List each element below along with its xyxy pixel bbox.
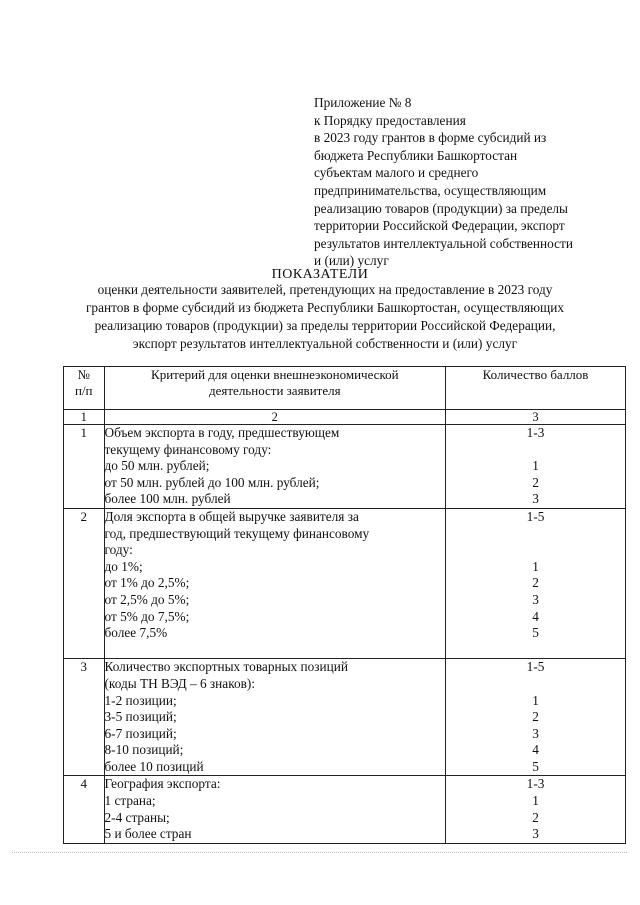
score-line: [446, 642, 625, 659]
score-line: 1-5: [526, 508, 545, 524]
score-line: 1-3: [526, 425, 545, 440]
score-line: 1-3: [526, 776, 545, 792]
score-line: 3: [532, 491, 539, 507]
score-line: 1: [532, 692, 539, 708]
header-criterion-line: Критерий для оценки внешнеэкономической: [151, 367, 399, 382]
header-criterion: [104, 367, 446, 410]
criterion-line: 2-4 страны;: [104, 809, 170, 825]
row-score: [446, 425, 626, 509]
document-title: ПОКАЗАТЕЛИ: [271, 267, 369, 282]
appendix-line: Приложение № 8: [314, 95, 412, 110]
criterion-line: 3-5 позиций;: [104, 709, 177, 725]
row-criterion: [104, 425, 446, 509]
appendix-line: реализацию товаров (продукции) за пределы: [314, 200, 568, 216]
table-row: [64, 425, 626, 509]
column-index-cell: 2: [104, 410, 446, 425]
header-num: [64, 367, 105, 410]
criterion-line: до 50 млн. рублей;: [104, 458, 210, 474]
score-line: 2: [532, 575, 539, 591]
header-score: Количество баллов: [446, 367, 626, 410]
score-line: 3: [532, 826, 539, 842]
appendix-note: [314, 94, 614, 270]
criterion-line: 1-2 позиции;: [104, 692, 177, 708]
criterion-line: от 5% до 7,5%;: [104, 608, 190, 624]
criterion-line: Количество экспортных товарных позиций: [104, 659, 348, 675]
score-line: 2: [532, 709, 539, 725]
score-line: 3: [532, 591, 539, 607]
score-line: [446, 676, 625, 693]
criterion-line: от 50 млн. рублей до 100 млн. рублей;: [104, 474, 320, 490]
table-row: [64, 659, 626, 776]
column-index-row: [64, 410, 626, 425]
criterion-line: более 10 позиций: [104, 758, 204, 774]
criterion-line: текущему финансовому году:: [104, 441, 272, 457]
column-index-cell: 1: [64, 410, 105, 425]
row-number: 4: [64, 776, 105, 843]
criterion-line: более 7,5%: [104, 625, 168, 641]
criterion-line: до 1%;: [104, 558, 143, 574]
row-score: [446, 659, 626, 776]
subtitle-line: грантов в форме субсидий из бюджета Республики Башкортостан, осуществляющих: [85, 300, 565, 315]
criterion-line: более 100 млн. рублей: [104, 491, 231, 507]
score-line: 4: [532, 742, 539, 758]
table-row: [64, 776, 626, 843]
appendix-line: бюджета Республики Башкортостан: [314, 147, 518, 163]
criterion-line: 1 страна;: [104, 793, 156, 809]
document-subtitle: [60, 281, 590, 353]
criterion-line: 8-10 позиций;: [104, 742, 184, 758]
row-number: 1: [64, 425, 105, 509]
score-line: 5: [532, 758, 539, 774]
criterion-line: (коды ТН ВЭД – 6 знаков):: [104, 675, 256, 691]
criterion-line: году:: [104, 542, 133, 558]
appendix-line: субъектам малого и среднего: [314, 165, 479, 181]
table-header-row: [64, 367, 626, 410]
criterion-line: год, предшествующий текущему финансовому: [104, 525, 370, 541]
score-line: 1-5: [526, 659, 545, 675]
page-bottom-dotted-line: [12, 852, 627, 853]
header-num-line: п/п: [74, 383, 93, 398]
score-line: 2: [532, 474, 539, 490]
appendix-line: к Порядку предоставления: [314, 112, 466, 128]
appendix-line: в 2023 году грантов в форме субсидий из: [314, 130, 547, 146]
subtitle-line: реализацию товаров (продукции) за пределы территории Российской Федерации,: [94, 318, 556, 333]
criterion-line: от 2,5% до 5%;: [104, 591, 190, 607]
appendix-line: предпринимательства, осуществляющим: [314, 182, 547, 198]
criterion-line: 5 и более стран: [104, 826, 192, 842]
appendix-line: и (или) услуг: [314, 253, 389, 269]
score-line: [446, 442, 625, 459]
criterion-line: 6-7 позиций;: [104, 725, 177, 741]
appendix-line: территории Российской Федерации, экспорт: [314, 218, 565, 234]
subtitle-line: оценки деятельности заявителей, претендующих на предоставление в 2023 году: [97, 282, 553, 297]
score-line: 3: [532, 725, 539, 741]
criterion-line: [105, 642, 446, 659]
score-line: 2: [532, 809, 539, 825]
score-line: 1: [532, 558, 539, 574]
criterion-line: География экспорта:: [104, 776, 221, 792]
row-number: 3: [64, 659, 105, 776]
score-line: [446, 526, 625, 543]
row-criterion: [104, 659, 446, 776]
table-row: [64, 508, 626, 658]
row-score: [446, 508, 626, 658]
score-line: 5: [532, 625, 539, 641]
header-criterion-line: деятельности заявителя: [209, 383, 341, 398]
score-line: 1: [532, 458, 539, 474]
subtitle-line: экспорт результатов интеллектуальной собственности и (или) услуг: [132, 336, 518, 351]
appendix-line: результатов интеллектуальной собственности: [314, 235, 573, 251]
criterion-line: Объем экспорта в году, предшествующем: [104, 425, 340, 440]
row-score: [446, 776, 626, 843]
row-criterion: [104, 508, 446, 658]
row-criterion: [104, 776, 446, 843]
score-line: 1: [532, 793, 539, 809]
column-index-cell: 3: [446, 410, 626, 425]
criterion-line: от 1% до 2,5%;: [104, 575, 190, 591]
score-line: [446, 542, 625, 559]
header-num-line: №: [77, 367, 90, 382]
row-number: 2: [64, 508, 105, 658]
criterion-line: Доля экспорта в общей выручке заявителя за: [104, 508, 359, 524]
score-line: 4: [532, 608, 539, 624]
criteria-table: [63, 366, 626, 844]
